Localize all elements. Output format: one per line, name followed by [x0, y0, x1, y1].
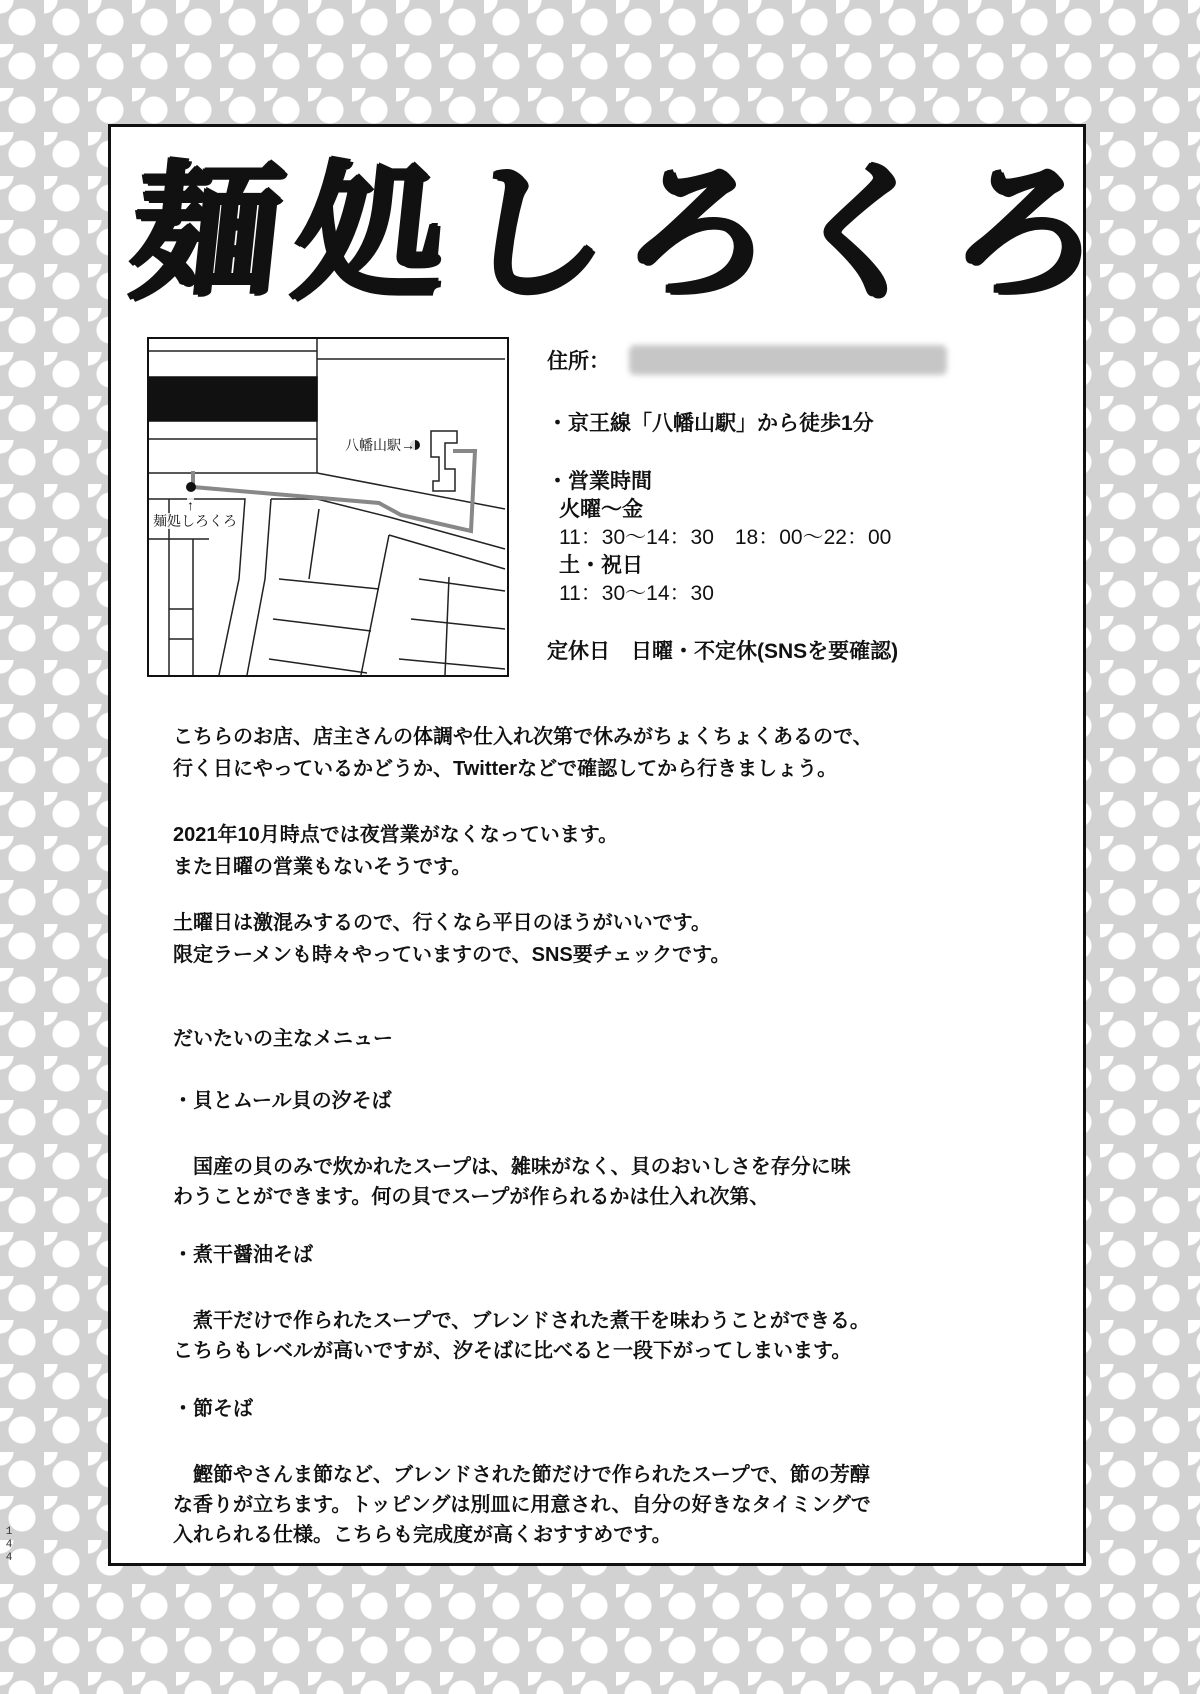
menu-item-desc: わうことができます。何の貝でスープが作られるかは仕入れ次第、	[173, 1186, 770, 1208]
notice-line: 土曜日は激混みするので、行くなら平日のほうがいいです。	[173, 912, 711, 934]
menu-item-name: ・煮干醤油そば	[173, 1244, 313, 1266]
access-text: ・京王線「八幡山駅」から徒歩1分	[547, 412, 874, 435]
weekday-days: 火曜～金	[559, 498, 643, 521]
shop-label: 麺処しろくろ	[153, 513, 237, 529]
menu-item-desc: 煮干だけで作られたスープで、ブレンドされた煮干を味わうことができる。	[173, 1310, 870, 1332]
menu-item-name: ・貝とムール貝の汐そば	[173, 1090, 392, 1112]
station-label: 八幡山駅→	[345, 437, 415, 453]
menu-item-desc: な香りが立ちます。トッピングは別皿に用意され、自分の好きなタイミングで	[173, 1494, 871, 1516]
menu-item-desc: 国産の貝のみで炊かれたスープは、雑味がなく、貝のおいしさを存分に味	[173, 1156, 851, 1178]
notice-line: こちらのお店、店主さんの体調や仕入れ次第で休みがちょくちょくあるので、	[173, 726, 873, 748]
weekday-hours: 11：30～14：30 18：00～22：00	[559, 526, 892, 549]
page-number: 144	[5, 1526, 13, 1564]
address-label: 住所：	[547, 350, 610, 373]
closed-days: 定休日 日曜・不定休(SNSを要確認)	[547, 640, 899, 663]
menu-item-desc: 鰹節やさんま節など、ブレンドされた節だけで作られたスープで、節の芳醇	[173, 1464, 870, 1486]
weekend-hours: 11：30～14：30	[559, 582, 714, 605]
notice-line: また日曜の営業もないそうです。	[173, 856, 472, 878]
hours-heading: ・営業時間	[547, 470, 652, 493]
menu-item-name: ・節そば	[173, 1398, 253, 1420]
notice-line: 2021年10月時点では夜営業がなくなっています。	[173, 824, 619, 846]
weekend-days: 土・祝日	[559, 554, 643, 577]
menu-item-desc: 入れられる仕様。こちらも完成度が高くおすすめです。	[173, 1524, 672, 1546]
map-drawing	[149, 339, 507, 675]
shop-arrow: ↑	[187, 497, 194, 513]
notice-line: 限定ラーメンも時々やっていますので、SNS要チェックです。	[173, 944, 731, 966]
menu-item-desc: こちらもレベルが高いですが、汐そばに比べると一段下がってしまいます。	[173, 1340, 852, 1362]
shop-title: 麺処しろくろ	[121, 144, 1125, 320]
notice-line: 行く日にやっているかどうか、Twitterなどで確認してから行きましょう。	[173, 758, 838, 780]
access-map	[147, 337, 509, 677]
menu-heading: だいたいの主なメニュー	[173, 1028, 393, 1050]
page-frame	[108, 124, 1125, 1566]
address-redacted	[629, 345, 947, 375]
